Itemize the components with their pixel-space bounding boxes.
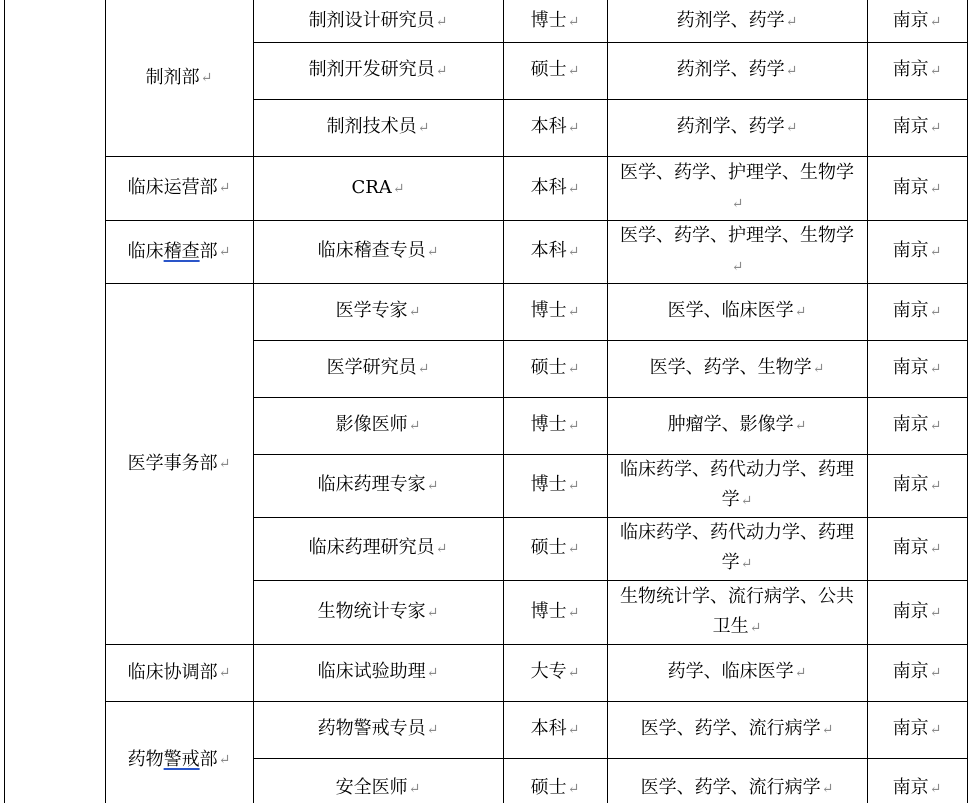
degree-cell: 本科↵ bbox=[530, 718, 580, 739]
position-cell: 临床药理研究员↵ bbox=[308, 537, 448, 558]
location-cell: 南京↵ bbox=[892, 661, 942, 682]
location-cell: 南京↵ bbox=[892, 600, 942, 622]
position-cell: 临床稽查专员↵ bbox=[317, 240, 439, 261]
department-cell: 临床协调部 ↵ bbox=[127, 661, 231, 683]
department-cell: 临床运营部 ↵ bbox=[127, 177, 231, 198]
department-cell: 临床 稽查 部 ↵ bbox=[127, 240, 231, 262]
location-cell: 南京↵ bbox=[892, 116, 942, 137]
position-cell: 制剂技术员↵ bbox=[326, 116, 430, 137]
location-cell: 南京↵ bbox=[892, 59, 942, 80]
degree-cell: 博士↵ bbox=[530, 9, 580, 31]
location-cell: 南京↵ bbox=[892, 357, 942, 378]
major-cell: 医学、药学、生物学↵ bbox=[649, 357, 825, 378]
location-cell: 南京↵ bbox=[892, 776, 942, 798]
degree-cell: 本科↵ bbox=[530, 176, 580, 198]
position-cell: 临床药理专家↵ bbox=[317, 474, 439, 495]
major-cell: 生物统计学、流行病学、公共卫生↵ bbox=[620, 585, 854, 637]
position-cell: 临床试验助理↵ bbox=[317, 661, 439, 682]
degree-cell: 大专↵ bbox=[530, 661, 580, 682]
location-cell: 南京↵ bbox=[892, 718, 942, 739]
major-cell: 医学、药学、护理学、生物学↵ bbox=[620, 161, 854, 212]
degree-cell: 博士↵ bbox=[530, 474, 580, 495]
degree-cell: 硕士↵ bbox=[530, 776, 580, 798]
position-cell: 制剂开发研究员↵ bbox=[308, 59, 448, 80]
location-cell: 南京↵ bbox=[892, 9, 942, 31]
position-cell: 医学专家↵ bbox=[335, 300, 421, 321]
position-cell: CRA↵ bbox=[351, 176, 405, 198]
department-cell: 制剂部 ↵ bbox=[145, 67, 213, 88]
table-border-left bbox=[4, 0, 5, 803]
major-cell: 药学、临床医学↵ bbox=[667, 661, 807, 682]
department-cell: 医学事务部 ↵ bbox=[127, 452, 231, 474]
location-cell: 南京↵ bbox=[892, 176, 942, 198]
position-cell: 医学研究员↵ bbox=[326, 357, 430, 378]
degree-cell: 硕士↵ bbox=[530, 357, 580, 378]
degree-cell: 博士↵ bbox=[530, 600, 580, 622]
degree-cell: 本科↵ bbox=[530, 116, 580, 137]
degree-cell: 硕士↵ bbox=[530, 59, 580, 80]
department-cell: 药物 警戒 部 ↵ bbox=[127, 749, 231, 770]
location-cell: 南京↵ bbox=[892, 537, 942, 558]
position-cell: 生物统计专家↵ bbox=[317, 600, 439, 622]
location-cell: 南京↵ bbox=[892, 300, 942, 321]
major-cell: 药剂学、药学↵ bbox=[676, 9, 798, 31]
major-cell: 肿瘤学、影像学↵ bbox=[667, 414, 807, 435]
major-cell: 医学、药学、护理学、生物学↵ bbox=[620, 225, 854, 275]
position-cell: 制剂设计研究员↵ bbox=[308, 9, 448, 31]
major-cell: 医学、临床医学↵ bbox=[667, 300, 807, 321]
degree-cell: 博士↵ bbox=[530, 300, 580, 321]
major-cell: 临床药学、药代动力学、药理学↵ bbox=[620, 459, 854, 510]
major-cell: 医学、药学、流行病学↵ bbox=[640, 776, 834, 798]
major-cell: 临床药学、药代动力学、药理学↵ bbox=[620, 522, 854, 573]
major-cell: 药剂学、药学↵ bbox=[676, 116, 798, 137]
major-cell: 医学、药学、流行病学↵ bbox=[640, 718, 834, 739]
location-cell: 南京↵ bbox=[892, 414, 942, 435]
major-cell: 药剂学、药学↵ bbox=[676, 59, 798, 80]
table-border-right bbox=[967, 0, 968, 803]
position-cell: 安全医师↵ bbox=[335, 776, 421, 798]
position-cell: 影像医师↵ bbox=[335, 414, 421, 435]
position-cell: 药物警戒专员↵ bbox=[317, 718, 439, 739]
location-cell: 南京↵ bbox=[892, 240, 942, 261]
location-cell: 南京↵ bbox=[892, 474, 942, 495]
degree-cell: 本科↵ bbox=[530, 240, 580, 261]
degree-cell: 博士↵ bbox=[530, 414, 580, 435]
degree-cell: 硕士↵ bbox=[530, 537, 580, 558]
